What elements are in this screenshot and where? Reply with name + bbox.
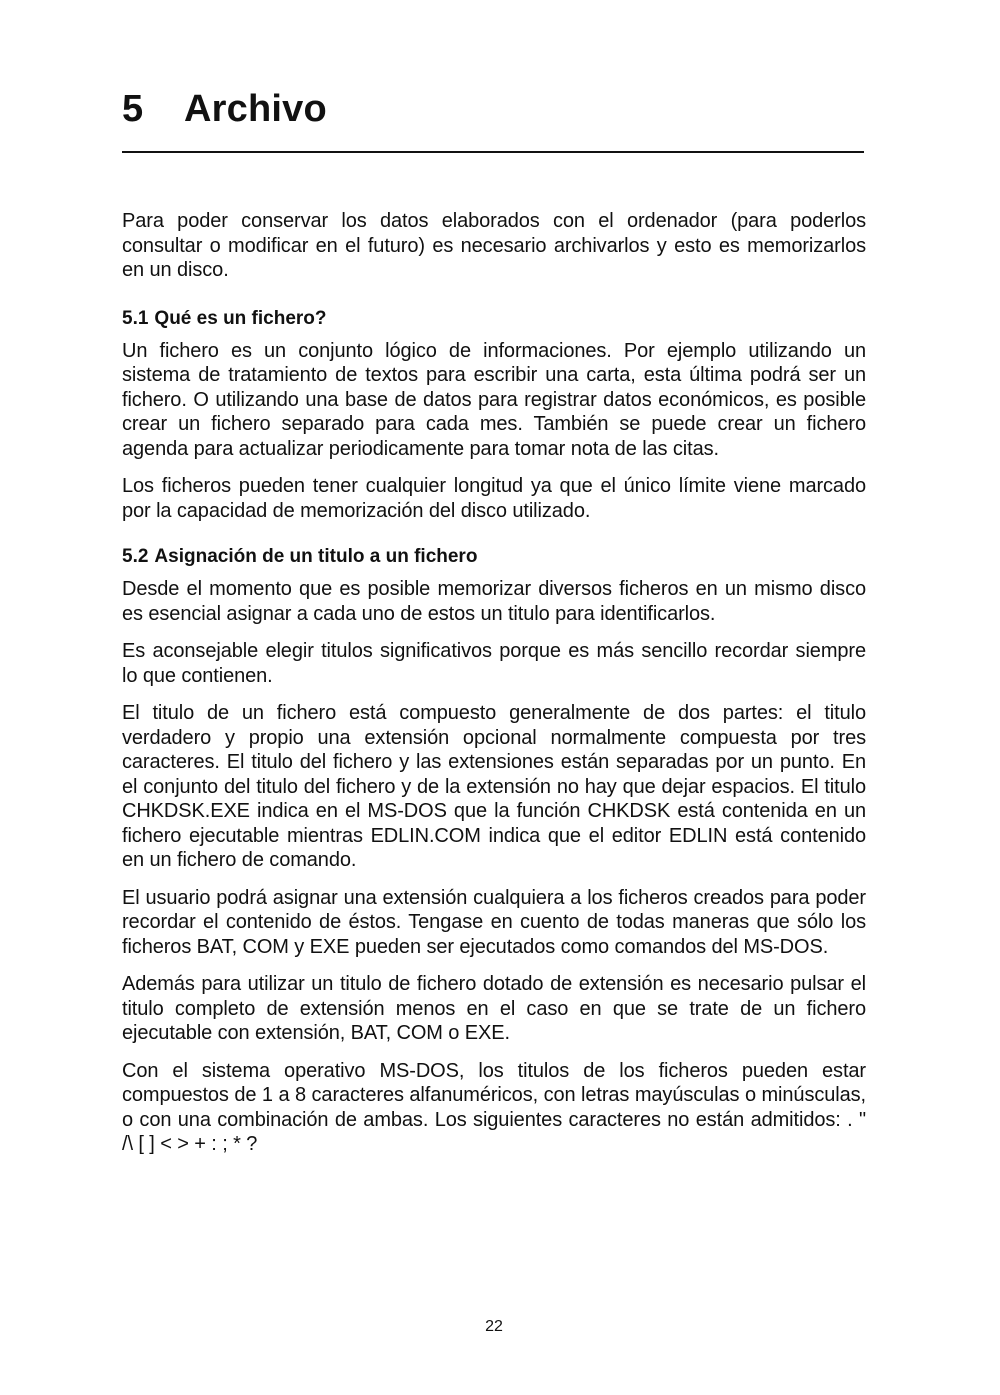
paragraph: Además para utilizar un titulo de fichero dotado de extensión es necesario pulsar el titulo completo de extensión menos en el caso en que se trate de un fichero ejecutable con extensión, BAT, COM o EXE. bbox=[122, 973, 866, 1044]
page-body bbox=[122, 209, 866, 1170]
title-rule bbox=[122, 151, 864, 153]
intro-paragraph: Para poder conservar los datos elaborados con el ordenador (para poderlos consultar o modificar en el futuro) es necesario archivarlos y esto es memorizarlos en un disco. bbox=[122, 210, 866, 281]
chapter-number: 5 bbox=[122, 88, 144, 130]
section-number: 5.2 bbox=[122, 546, 149, 567]
section-title: Asignación de un titulo a un fichero bbox=[154, 546, 478, 567]
paragraph: Con el sistema operativo MS-DOS, los titulos de los ficheros pueden estar compuestos de 1 a 8 caracteres alfanuméricos, con letras mayúsculas o minúsculas, o con una combinación de ambas. Los siguientes caracteres no están admitidos: . " /\ [ ] < > + : ; * ? bbox=[122, 1059, 866, 1155]
section-heading-5-2 bbox=[122, 545, 866, 569]
chapter-name: Archivo bbox=[184, 88, 327, 130]
document-page bbox=[122, 0, 866, 1395]
section-title: Qué es un fichero? bbox=[154, 307, 327, 329]
paragraph: El titulo de un fichero está compuesto generalmente de dos partes: el titulo verdadero y propio una extensión opcional normalmente compuesta por tres caracteres. El titulo del fichero y las extensiones están separadas por un punto. En el conjunto del titulo del fichero y de la extensión no hay que dejar espacios. El titulo CHKDSK.EXE indica en el MS-DOS que la función CHKDSK está contenida en un fichero ejecutable mientras EDLIN.COM indica que el editor EDLIN está contenido en un fichero de comando. bbox=[122, 702, 866, 871]
paragraph: Los ficheros pueden tener cualquier longitud ya que el único límite viene marcado por la capacidad de memorización del disco utilizado. bbox=[122, 475, 866, 522]
section-number: 5.1 bbox=[122, 307, 149, 329]
page-number: 22 bbox=[485, 1318, 503, 1335]
section-heading-5-1 bbox=[122, 307, 866, 331]
paragraph: El usuario podrá asignar una extensión cualquiera a los ficheros creados para poder recordar el contenido de éstos. Tengase en cuento de todas maneras que sólo los ficheros BAT, COM y EXE pueden ser ejecutados como comandos del MS-DOS. bbox=[122, 886, 866, 958]
paragraph: Un fichero es un conjunto lógico de informaciones. Por ejemplo utilizando un sistema de tratamiento de textos para escribir una carta, esta última podrá ser un fichero. O utilizando una base de datos para registrar datos económicos, es posible crear un fichero separado para cada mes. También se puede crear un fichero agenda para actualizar periodicamente para tomar nota de las citas. bbox=[122, 339, 866, 460]
paragraph: Es aconsejable elegir titulos significativos porque es más sencillo recordar siempre lo que contienen. bbox=[122, 640, 866, 687]
paragraph: Desde el momento que es posible memorizar diversos ficheros en un mismo disco es esencial asignar a cada uno de estos un titulo para identificarlos. bbox=[122, 578, 866, 625]
chapter-title bbox=[122, 88, 327, 131]
